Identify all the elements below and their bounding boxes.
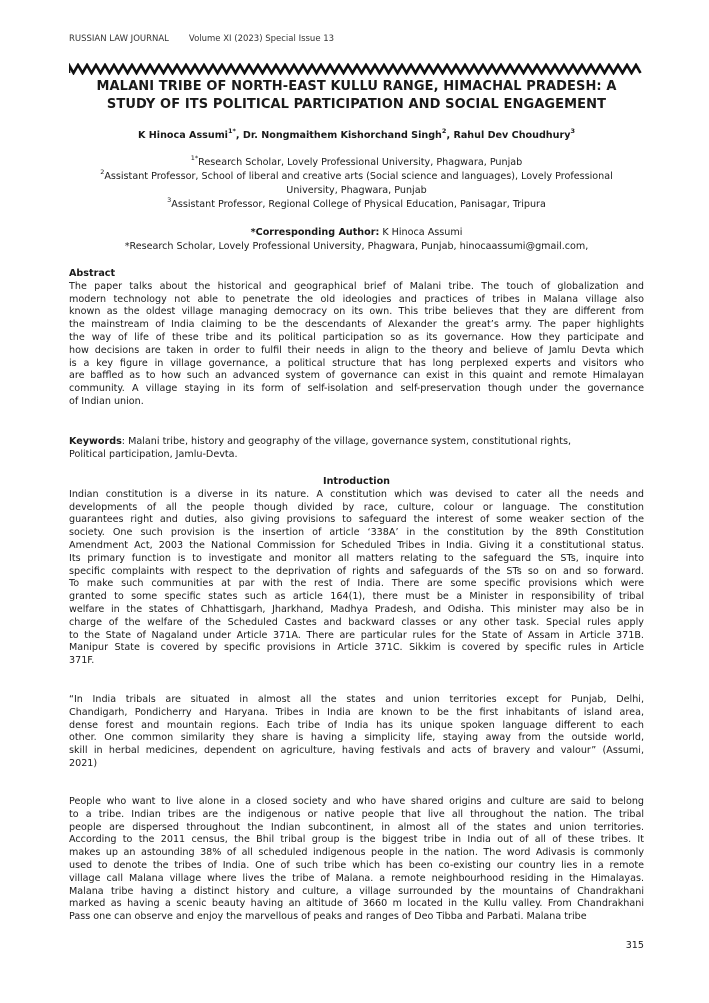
affiliation-3: $^3$Assistant Professor, Regional College of Physical Education, Panisagar, Tripura [167, 195, 546, 210]
abstract-heading: Abstract [69, 268, 116, 279]
text-line: marked as having a scenic beauty having an altitude of 3660 m located in the Kullu valley. From Chandrakhani [69, 898, 644, 910]
text-line: Amendment Act, 2003 the National Commission for Scheduled Tribes in India. Giving it a constitutional status. [69, 539, 644, 551]
text-line: According to the 2011 census, the Bhil tribal group is the biggest tribe in India out of all of these tribes. It [69, 834, 644, 846]
text-line: village call Malana village where lives the tribe of Malana. a remote neighbourhood residing in the Himalayas. [69, 872, 644, 884]
introduction-paragraph-1 [69, 489, 644, 668]
text-line: guarantees right and duties, also giving provisions to safeguard the interest of some weaker section of the [69, 514, 644, 526]
abstract-line: how decisions are taken in order to fulfil their needs in align to the theory and believe of Jamlu Devta which [69, 344, 644, 356]
paper-title-line2: STUDY OF ITS POLITICAL PARTICIPATION AND SOCIAL ENGAGEMENT [106, 97, 607, 112]
page-number: 315 [625, 940, 644, 951]
introduction-paragraph-3 [69, 796, 644, 924]
abstract-body [69, 281, 644, 409]
introduction-section [69, 476, 644, 668]
text-line: Chandigarh, Pondicherry and Haryana. Tribes in India are known to be the first inhabitants of island area, [69, 706, 644, 718]
text-line: Manipur State is covered by specific provisions in Article 371C. Sikkim is covered by specific rules in Article [69, 642, 644, 654]
text-line: used to denote the tribes of India. One of such tribe which has been co-existing our country lies in a remote [69, 859, 644, 871]
text-line: Indian constitution is a diverse in its nature. A constitution which was devised to cater all the needs and [69, 488, 644, 500]
corresponding-details: *Research Scholar, Lovely Professional University, Phagwara, Punjab, hinocaassumi@gmail.com, [124, 241, 589, 252]
abstract-section [69, 268, 644, 409]
text-line: makes up an astounding 38% of all scheduled indigenous people in the nation. The word Adivasis is commonly [69, 847, 644, 859]
corresponding-author [69, 226, 644, 254]
author-1: K Hinoca Assumi [138, 130, 228, 141]
journal-name: RUSSIAN LAW JOURNAL [69, 34, 169, 44]
abstract-line: the mainstream of India claiming to be the descendants of Alexander the great’s army. The paper highlights [69, 319, 644, 331]
text-line: people are dispersed throughout the Indian subcontinent, in almost all of the states and union territories. [69, 821, 644, 833]
text-line: to the State of Nagaland under Article 371A. There are particular rules for the State of Assam in Article 371B. [69, 629, 644, 641]
text-line: specific complaints with respect to the deprivation of rights and safeguards of the STs so on and so forward. [69, 565, 644, 577]
text-line: society. One such provision is the insertion of article ‘338A’ in the constitution by the 89th Constitution [69, 527, 644, 539]
abstract-line: community. A village staying in its form of self-isolation and self-preservation though under the governance [69, 383, 644, 395]
running-header [69, 34, 334, 44]
decorative-zigzag-border [69, 63, 644, 75]
abstract-line: are baffled as to how such an advanced system of governance can exist in this quaint and remote Himalayan [69, 370, 644, 382]
affiliation-1: $^{1*}$Research Scholar, Lovely Professional University, Phagwara, Punjab [190, 153, 523, 168]
text-line: 371F. [69, 655, 95, 667]
paper-title [69, 78, 644, 114]
text-line: People who want to live alone in a closed society and who have shared origins and culture are said to belong [69, 796, 644, 807]
affiliation-2: $^2$Assistant Professor, School of liberal and creative arts (Social science and languages), Lovely Professional University, Phagwara, Punjab [100, 167, 613, 196]
text-line: developments of all the people though divided by race, culture, colour or language. The constitution [69, 501, 644, 513]
abstract-line: is a key figure in village governance, a political structure that has long perplexed experts and visitors who [69, 357, 644, 369]
paper-title-line1: MALANI TRIBE OF NORTH-EAST KULLU RANGE, HIMACHAL PRADESH: A [96, 79, 617, 94]
abstract-line: modern technology not able to penetrate the old ideologies and practices of tribes in Malana village also [69, 293, 644, 305]
corresponding-name: K Hinoca Assumi [379, 227, 463, 238]
abstract-line: the way of life of these tribe and its political participation so as its governance. How they participate and [69, 331, 644, 343]
text-line: welfare in the states of Chhattisgarh, Jharkhand, Madhya Pradesh, and Odisha. This minister may also be in [69, 603, 644, 615]
text-line: Malana tribe having a distinct history and culture, a village surrounded by the mountains of Chandrakhani [69, 885, 644, 897]
text-line: granted to some specific states such as article 164(1), there must be a Minister in responsibility of tribal [69, 591, 644, 603]
abstract-line: known as the oldest village managing democracy on its own. This tribe believes that they are different from [69, 306, 644, 318]
text-line: skill in herbal medicines, dependent on agriculture, having festivals and acts of bravery and valour” (Assumi, [69, 745, 644, 757]
text-line: to a tribe. Indian tribes are the indigenous or native people that live all throughout the nation. The tribal [69, 808, 644, 820]
keywords-label: Keywords [69, 436, 122, 447]
text-line: Its primary function is to investigate and monitor all matters relating to the safeguard the STs, inquire into [69, 552, 644, 564]
journal-volume: Volume XI (2023) Special Issue 13 [188, 34, 335, 44]
author-2: Dr. Nongmaithem Kishorchand Singh [242, 130, 442, 141]
author-3: Rahul Dev Choudhury [453, 130, 571, 141]
abstract-line: The paper talks about the historical and geographical brief of Malani tribe. The touch of globalization and [69, 280, 644, 292]
keywords-section: Keywords: Malani tribe, history and geography of the village, governance system, constitutional rights, Political participation, Jamlu-Devta. [69, 436, 572, 460]
introduction-heading: Introduction [323, 476, 390, 487]
author-list: K Hinoca Assumi$^{1*}$, Dr. Nongmaithem Kishorchand Singh$^2$, Rahul Dev Choudhury$^3$ [138, 126, 575, 141]
keywords-list: : Malani tribe, history and geography of the village, governance system, constitutional rights, [121, 436, 572, 447]
text-line: Pass one can observe and enjoy the marvellous of peaks and ranges of Deo Tibba and Parbati. Malana tribe [69, 911, 587, 923]
introduction-paragraph-2 [69, 694, 644, 771]
corresponding-label: *Corresponding Author: [250, 227, 380, 238]
text-line: To make such communities at par with the rest of India. There are some specific provisions which were [69, 578, 644, 590]
text-line: 2021) [69, 757, 98, 769]
text-line: other. One common similarity they share is having a simplicity life, staying away from the outside world, [69, 732, 644, 744]
abstract-line: of Indian union. [69, 395, 144, 407]
text-line: “In India tribals are situated in almost all the states and union territories except for Punjab, Delhi, [69, 694, 644, 705]
text-line: charge of the welfare of the Scheduled Castes and backward classes or any other task. Special rules apply [69, 616, 644, 628]
text-line: dense forest and mountain regions. Each tribe of India has its unique spoken language different to each [69, 719, 644, 731]
paper-page [69, 0, 644, 1003]
